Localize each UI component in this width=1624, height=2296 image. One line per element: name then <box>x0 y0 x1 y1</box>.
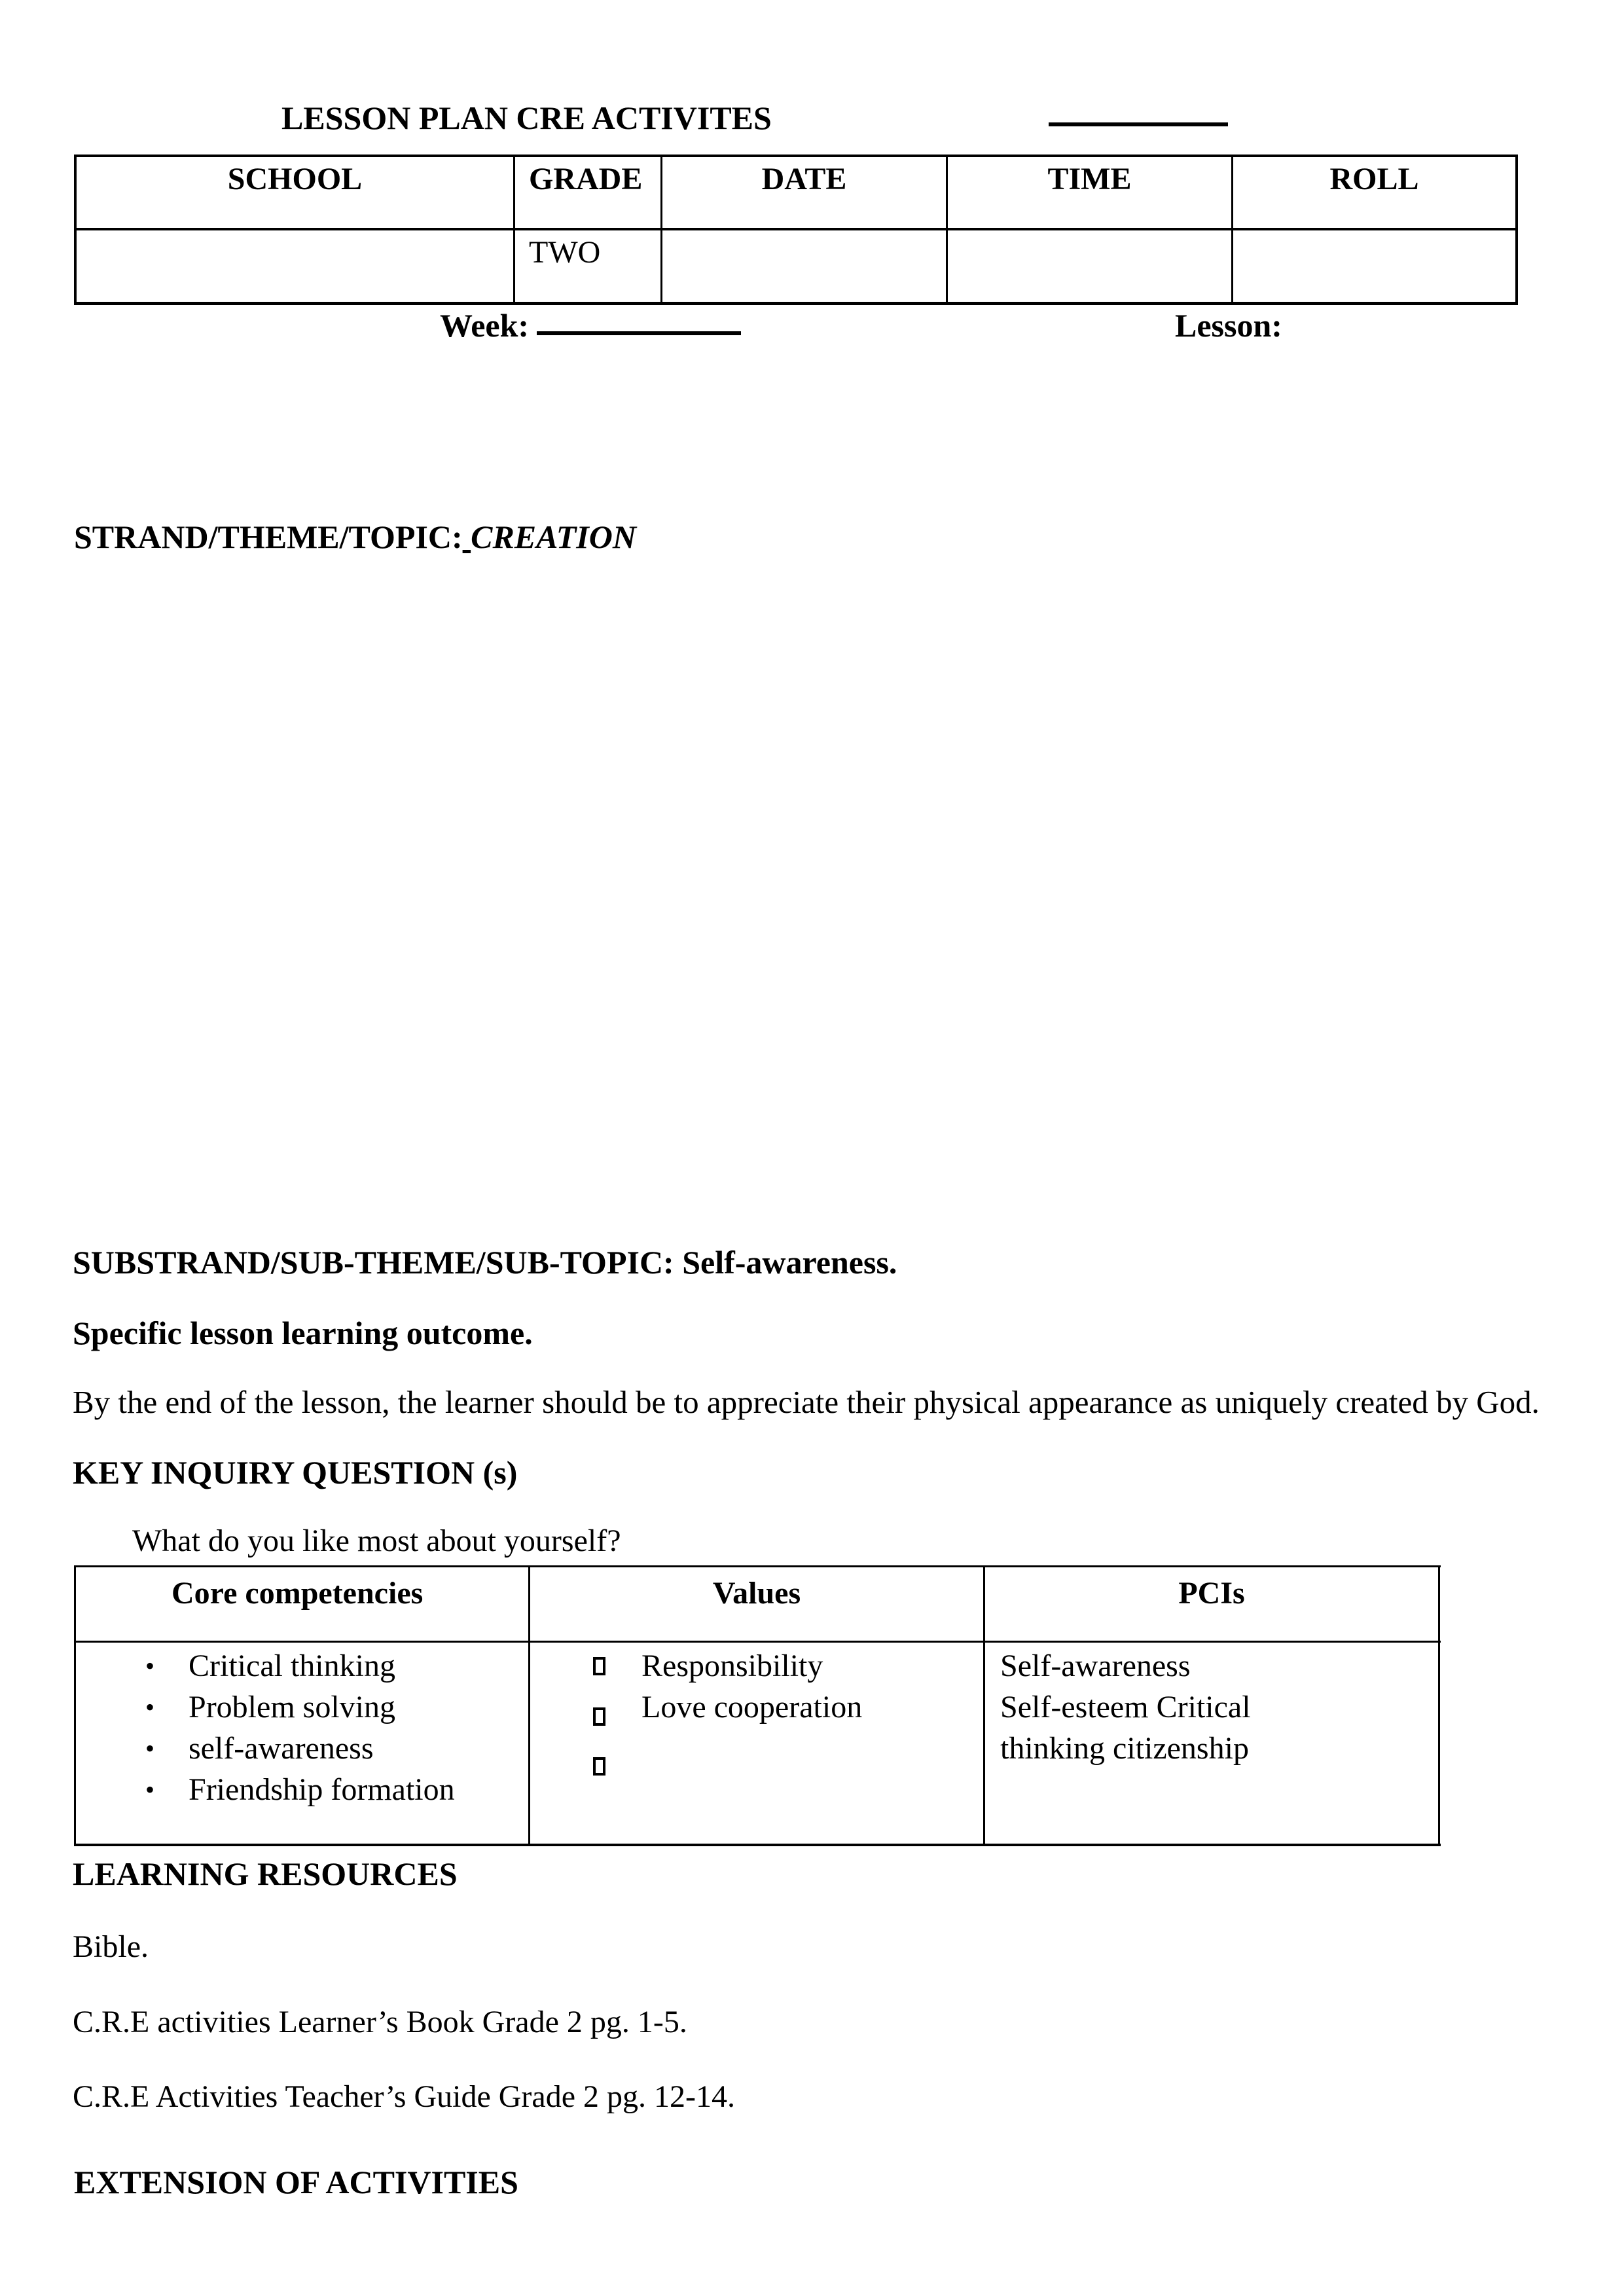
week-blank-line[interactable] <box>537 331 741 335</box>
header-pcis: PCIs <box>1178 1576 1245 1611</box>
list-item: • Critical thinking <box>189 1645 455 1686</box>
header-values: Values <box>712 1576 801 1611</box>
roll-value[interactable] <box>1238 237 1513 296</box>
resource-item: C.R.E Activities Teacher’s Guide Grade 2 pg. 12-14. <box>73 2079 735 2114</box>
substrand-label: SUBSTRAND/SUB-THEME/SUB-TOPIC: <box>73 1244 674 1281</box>
week-label: Week: <box>440 307 530 344</box>
strand-line <box>74 520 636 553</box>
resource-item: Bible. <box>73 1929 149 1964</box>
core-competencies-list <box>145 1645 455 1810</box>
table-row-divider <box>74 1641 1441 1643</box>
inquiry-heading: KEY INQUIRY QUESTION (s) <box>73 1454 518 1491</box>
missing-glyph-box-icon <box>593 1757 605 1776</box>
column-divider <box>513 155 515 305</box>
list-item: Self-esteem Critical <box>1000 1690 1251 1724</box>
inquiry-question: What do you like most about yourself? <box>132 1523 621 1558</box>
list-item <box>641 1728 862 1769</box>
list-item: Responsibility <box>641 1649 823 1683</box>
header-grade: GRADE <box>529 162 643 196</box>
substrand-value: Self-awareness. <box>682 1244 897 1281</box>
values-list <box>641 1645 862 1769</box>
substrand-line <box>73 1246 897 1279</box>
bullet-icon: • <box>145 1651 155 1681</box>
document-title: LESSON PLAN CRE ACTIVITES <box>281 100 772 136</box>
date-value[interactable] <box>668 237 943 296</box>
table-border-top <box>74 1565 1441 1567</box>
strand-value: CREATION <box>471 519 636 555</box>
missing-glyph-box-icon <box>593 1707 605 1726</box>
time-value[interactable] <box>953 237 1228 296</box>
bullet-icon: • <box>145 1692 155 1722</box>
list-item: Self-awareness <box>1000 1649 1191 1683</box>
table-border-right <box>1515 155 1518 305</box>
list-item: • Problem solving <box>189 1686 455 1728</box>
table-border-bottom <box>74 1844 1441 1846</box>
strand-label: STRAND/THEME/TOPIC: <box>74 519 463 555</box>
list-item: • Friendship formation <box>189 1769 455 1810</box>
outcome-heading: Specific lesson learning outcome. <box>73 1315 533 1351</box>
header-date: DATE <box>761 162 847 196</box>
header-school: SCHOOL <box>227 162 363 196</box>
grade-value[interactable]: TWO <box>529 235 601 270</box>
missing-glyph-box-icon <box>593 1657 605 1675</box>
table-border-bottom <box>74 302 1518 305</box>
school-value[interactable] <box>82 237 507 296</box>
pcis-list <box>1000 1645 1251 1769</box>
outcome-text: By the end of the lesson, the learner should be to appreciate their physical appearance as uniquely created by God. <box>73 1384 1540 1420</box>
list-item: thinking citizenship <box>1000 1731 1249 1766</box>
header-time: TIME <box>1047 162 1132 196</box>
header-core-competencies: Core competencies <box>171 1576 424 1611</box>
table-border-top <box>74 155 1518 157</box>
resources-heading: LEARNING RESOURCES <box>73 1855 458 1892</box>
list-item: • self-awareness <box>189 1728 455 1769</box>
title-blank-line[interactable] <box>1049 122 1228 126</box>
bullet-icon: • <box>145 1775 155 1804</box>
table-border-left <box>74 1565 76 1846</box>
table-row-divider <box>74 228 1518 230</box>
table-border-right <box>1438 1565 1440 1846</box>
lesson-label: Lesson: <box>1175 307 1282 344</box>
extension-heading: EXTENSION OF ACTIVITIES <box>74 2164 518 2200</box>
header-roll: ROLL <box>1329 162 1419 196</box>
resource-item: C.R.E activities Learner’s Book Grade 2 pg. 1-5. <box>73 2005 687 2039</box>
list-item: Love cooperation <box>641 1690 863 1724</box>
bullet-icon: • <box>145 1734 155 1763</box>
